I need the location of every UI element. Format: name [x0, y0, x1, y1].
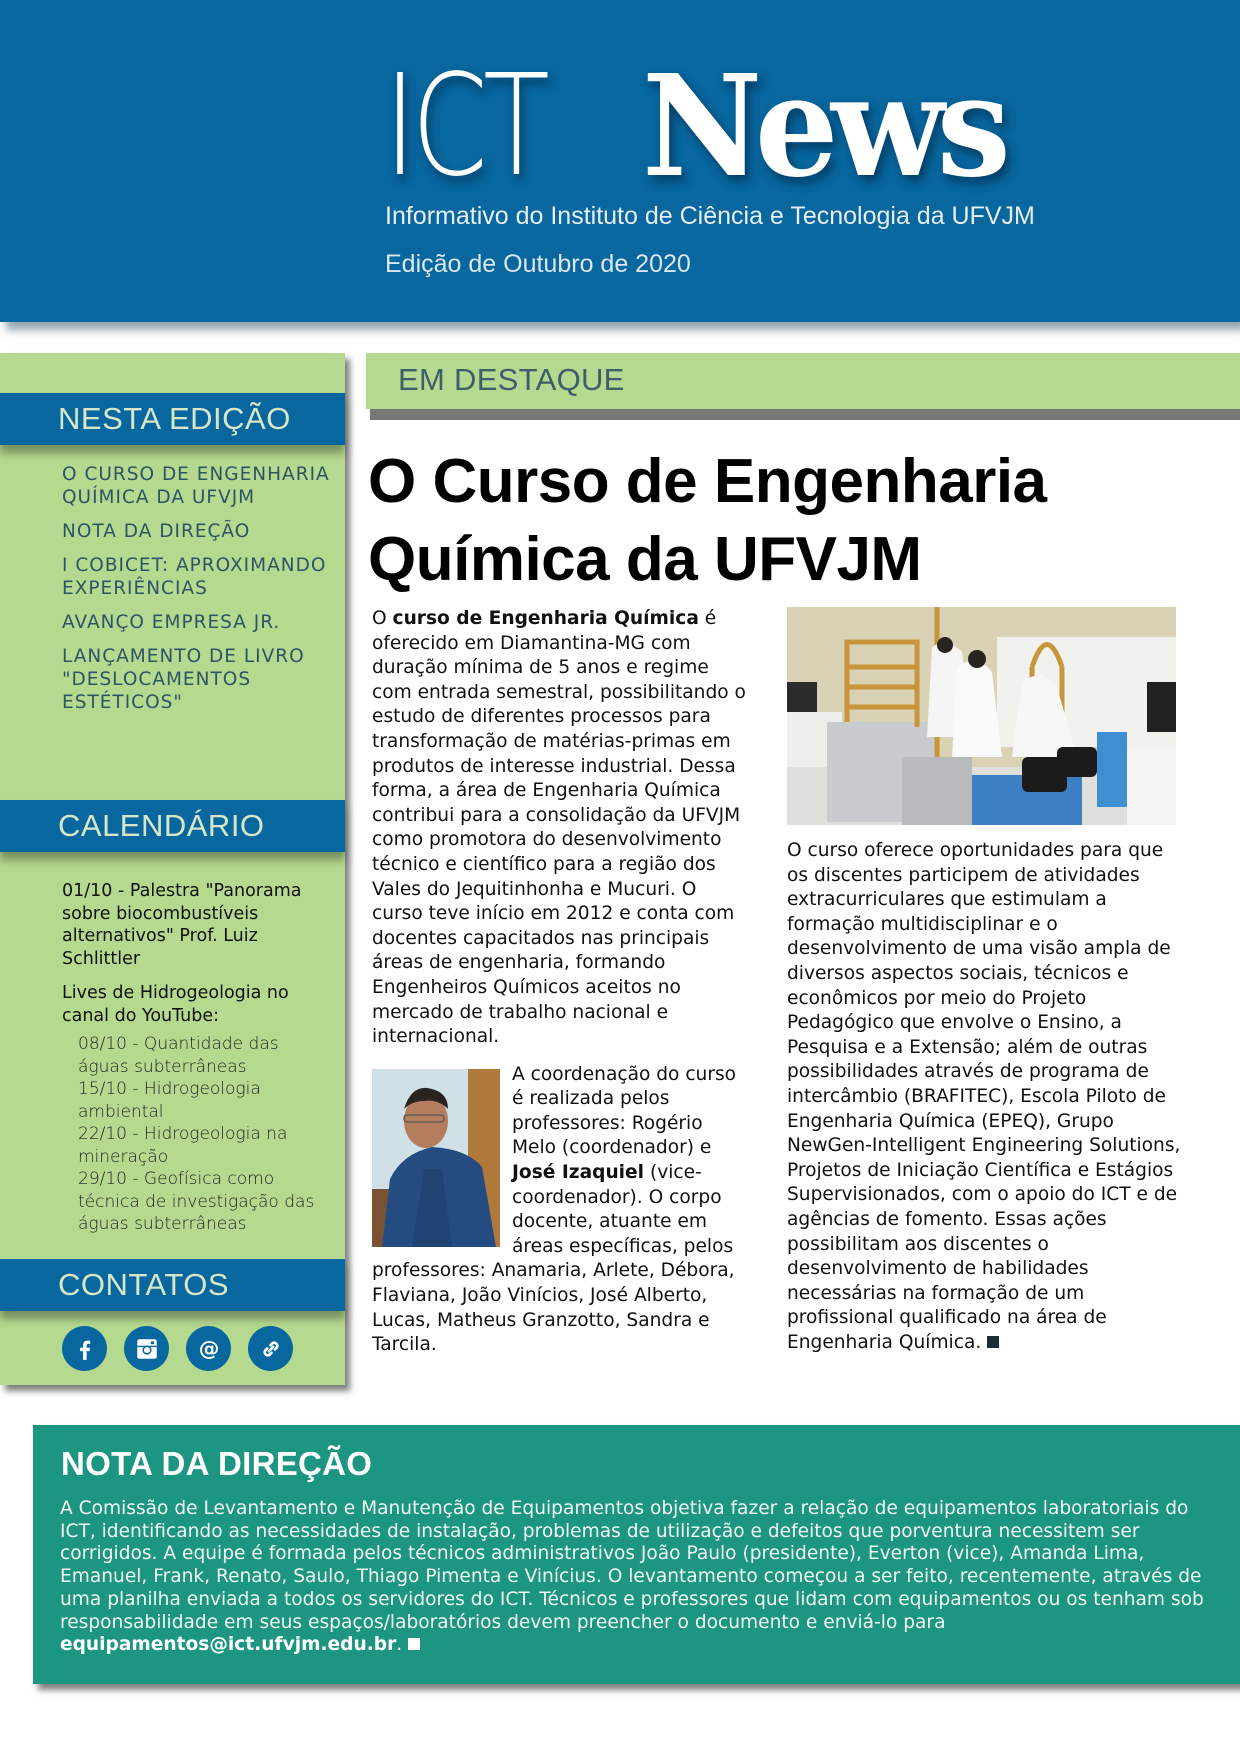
- emphasis: curso de Engenharia Química: [392, 608, 699, 629]
- text: O curso oferece oportunidades para que os discentes participem de atividades extracurriculares que estimulam a formação multidisciplinar e o desenvolvimento de uma visão ampla de diversos aspectos sociais, técnicos e econômicos por meio do Projeto Pedagógico que envolve o Ensino, a Pesquisa e a Extensão; além de outras possibilidades através de programa de intercâmbio (BRAFITEC), Escola Piloto de Engenharia Química (EPEQ), Grupo NewGen-Intelligent Engineering Solutions, Projetos de Iniciação Científica e Estágios Supervisionados, com o apoio do ICT e de agências de fomento. Essas ações possibilitam aos discentes o desenvolvimento de habilidades necessárias na formação de um profissional qualificado na área de Engenharia Química.: [787, 840, 1181, 1353]
- text: A Comissão de Levantamento e Manutenção de Equipamentos objetiva fazer a relação de equipamentos laboratoriais do ICT, identificando as necessidades de instalação, problemas de utilização e defeitos que porventura necessitem ser corrigidos. A equipe é formada pelos técnicos administrativos João Paulo (presidente), Everton (vice), Amanda Lima, Emanuel, Frank, Renato, Saulo, Thiago Pimenta e Vinícius. O levantamento começou a ser feito, recentemente, através de uma planilha enviada a todos os servidores do ICT. Técnicos e professores que lidam com equipamentos ou os tenham sob responsabilidade em seus espaços/laboratórios devem preencher o documento e enviá-lo para: [60, 1498, 1204, 1633]
- table-of-contents: [62, 463, 332, 725]
- facebook-icon: [72, 1336, 98, 1362]
- masthead: [0, 0, 1240, 322]
- toc-item-cobicet[interactable]: I COBICET: APROXIMANDO EXPERIÊNCIAS: [62, 555, 327, 599]
- calendar-live: 08/10 - Quantidade das águas subterrâneas: [78, 1034, 279, 1077]
- article-paragraph: [787, 839, 1187, 1355]
- article-column-left: [372, 607, 752, 1371]
- end-of-article-mark: [408, 1638, 420, 1650]
- toc-item-nota[interactable]: NOTA DA DIREÇÃO: [62, 521, 251, 542]
- text: (vice-coordenador). O corpo docente, atuante em áreas específicas, pelos professores: Anamaria, Arlete, Débora, Flaviana, João Vinícios, José Alberto, Lucas, Matheus Granzotto, Sandra e Tarcila.: [372, 1162, 735, 1356]
- email-button[interactable]: [186, 1326, 231, 1371]
- lab-photo: [787, 607, 1176, 825]
- calendar-list: [62, 880, 322, 1236]
- toc-item-empresa-jr[interactable]: AVANÇO EMPRESA JR.: [62, 612, 281, 633]
- link-icon: [258, 1336, 284, 1362]
- email-icon: [196, 1336, 222, 1362]
- article-title: O Curso de Engenharia Química da UFVJM: [368, 447, 1047, 594]
- coordinator-photo: [372, 1069, 500, 1247]
- text: .: [396, 1634, 403, 1656]
- section-heading-calendario: CALENDÁRIO: [0, 800, 345, 852]
- section-label: EM DESTAQUE: [398, 362, 625, 397]
- svg-text:@: @: [198, 1336, 219, 1360]
- calendar-lives-intro: Lives de Hidrogeologia no canal do YouTube:: [62, 983, 289, 1026]
- title-ict: ICT: [384, 45, 546, 208]
- sidebar: [0, 353, 345, 1385]
- toc-item-livro[interactable]: LANÇAMENTO DE LIVRO "DESLOCAMENTOS ESTÉTICOS": [62, 646, 305, 713]
- facebook-button[interactable]: [62, 1326, 107, 1371]
- nota-heading: NOTA DA DIREÇÃO: [61, 1445, 373, 1482]
- newsletter-title: [384, 45, 1004, 209]
- email-link[interactable]: equipamentos@ict.ufvjm.edu.br: [60, 1634, 397, 1656]
- text: A coordenação do curso é realizada pelos professores: Rogério Melo (coordenador) e: [512, 1063, 737, 1159]
- contact-icons: [62, 1326, 293, 1371]
- article-column-right: [787, 607, 1187, 1355]
- article-paragraph: [372, 1063, 752, 1358]
- section-heading-nesta-edicao: NESTA EDIÇÃO: [0, 393, 345, 445]
- nota-da-direcao-box: [33, 1425, 1240, 1684]
- title-news: News: [642, 45, 1004, 209]
- emphasis: José Izaquiel: [512, 1162, 645, 1184]
- article-paragraph: [372, 607, 752, 1050]
- nota-body: [60, 1498, 1210, 1657]
- website-link-button[interactable]: [248, 1326, 293, 1371]
- calendar-event: 01/10 - Palestra "Panorama sobre biocombustíveis alternativos" Prof. Luiz Schlittler: [62, 881, 302, 969]
- end-of-article-mark: [987, 1336, 999, 1348]
- calendar-live: 22/10 - Hidrogeologia na mineração: [78, 1124, 288, 1167]
- subtitle: Informativo do Instituto de Ciência e Tecnologia da UFVJM: [385, 202, 1035, 230]
- calendar-live: 15/10 - Hidrogeologia ambiental: [78, 1079, 261, 1122]
- banner-underline: [370, 409, 1240, 420]
- calendar-live: 29/10 - Geofísica como técnica de investigação das águas subterrâneas: [78, 1169, 315, 1234]
- section-heading-contatos: CONTATOS: [0, 1259, 345, 1311]
- text: é oferecido em Diamantina-MG com duração mínima de 5 anos e regime com entrada semestral, possibilitando o estudo de diferentes processos para transformação de matérias-primas em produtos de interesse industrial. Dessa forma, a área de Engenharia Química contribui para a consolidação da UFVJM como promotora do desenvolvimento técnico e científico para a região dos Vales do Jequitinhonha e Mucuri. O curso teve início em 2012 e conta com docentes capacitados nas principais áreas de engenharia, formando Engenheiros Químicos aceitos no mercado de trabalho nacional e internacional.: [372, 608, 746, 1048]
- instagram-button[interactable]: [124, 1326, 169, 1371]
- edition-date: Edição de Outubro de 2020: [385, 250, 691, 278]
- instagram-icon: [134, 1336, 160, 1362]
- toc-item-curso[interactable]: O CURSO DE ENGENHARIA QUÍMICA DA UFVJM: [62, 464, 330, 508]
- text: O: [372, 608, 393, 629]
